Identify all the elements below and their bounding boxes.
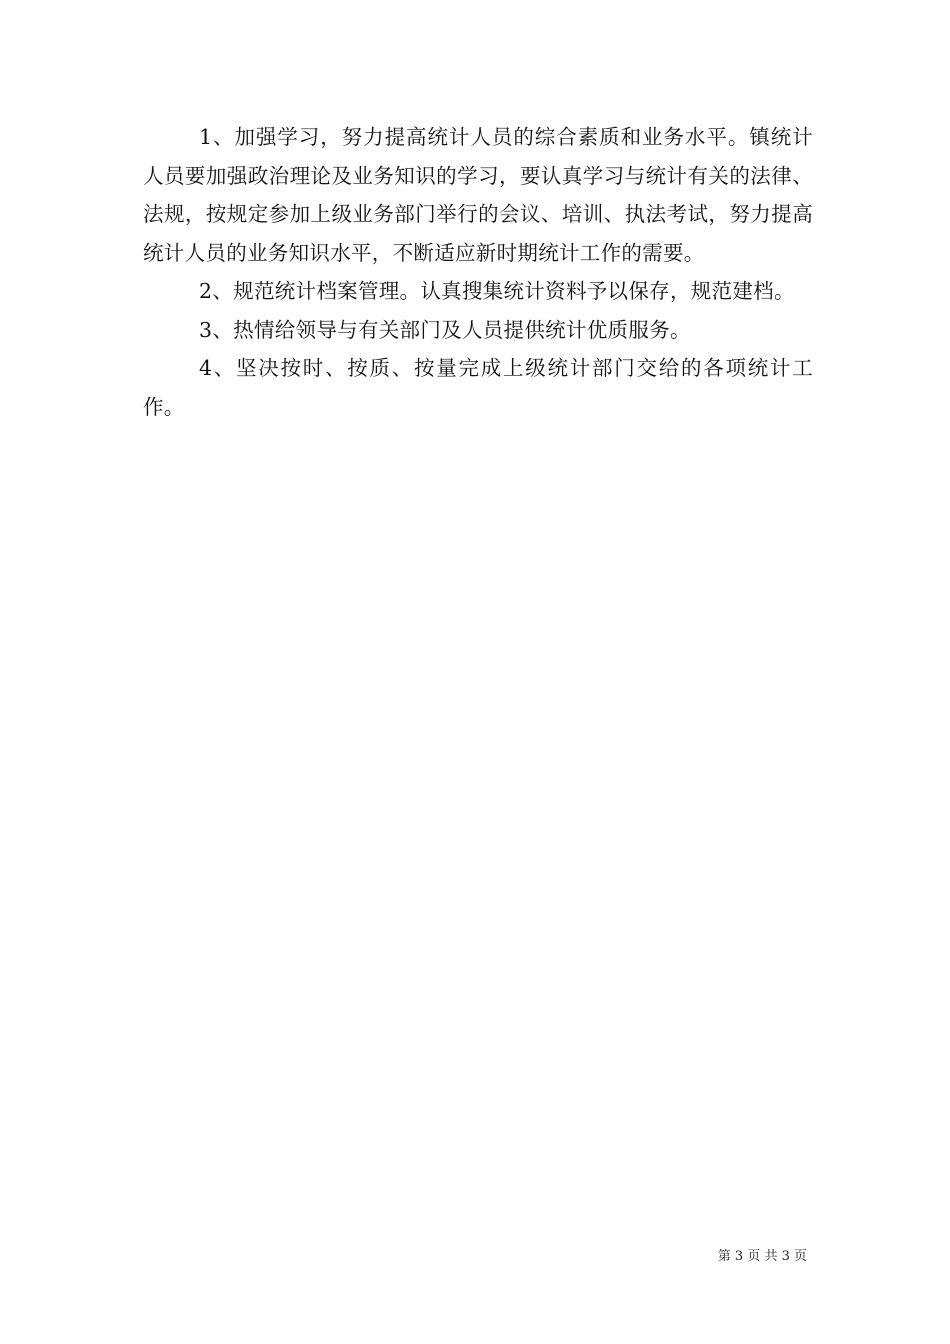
paragraph-2: 2、规范统计档案管理。认真搜集统计资料予以保存，规范建档。: [199, 279, 795, 303]
document-body: [143, 118, 813, 426]
paragraph-1: 1、加强学习，努力提高统计人员的综合素质和业务水平。镇统计人员要加强政治理论及业务知识的学习，要认真学习与统计有关的法律、法规，按规定参加上级业务部门举行的会议、培训、执法考试，努力提高统计人员的业务知识水平，不断适应新时期统计工作的需要。: [143, 125, 813, 265]
paragraph-3: 3、热情给领导与有关部门及人员提供统计优质服务。: [199, 317, 691, 342]
page-number-footer: 第 3 页 共 3 页: [717, 1249, 807, 1264]
paragraph-4: 4、坚决按时、按质、按量完成上级统计部门交给的各项统计工作。: [143, 356, 813, 419]
